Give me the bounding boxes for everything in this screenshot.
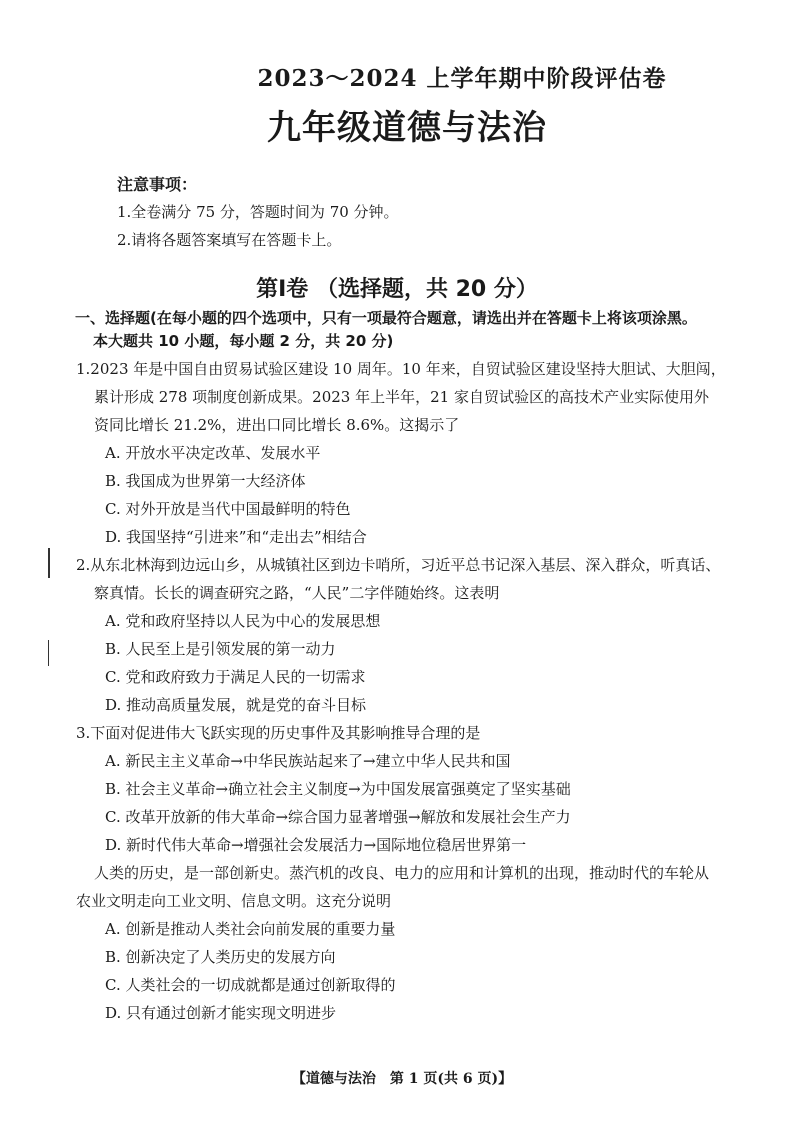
option-b[interactable]: B. 人民至上是引领发展的第一动力 (105, 640, 336, 658)
option-b[interactable]: B. 我国成为世界第一大经济体 (105, 472, 306, 490)
option-c[interactable]: C. 人类社会的一切成就都是通过创新取得的 (105, 976, 396, 994)
option-b[interactable]: B. 社会主义革命→确立社会主义制度→为中国发展富强奠定了坚实基础 (105, 780, 571, 798)
option-d[interactable]: D. 只有通过创新才能实现文明进步 (105, 1004, 337, 1022)
question-3 (76, 719, 744, 859)
option-c[interactable]: C. 改革开放新的伟大革命→综合国力显著增强→解放和发展社会生产力 (105, 808, 571, 826)
question-stem-line: 1.2023 年是中国自由贸易试验区建设 10 周年。10 年来，自贸试验区建设坚持大胆试、大胆闯， (76, 360, 726, 378)
option-a[interactable]: A. 党和政府坚持以人民为中心的发展思想 (105, 612, 381, 630)
section-title: 第Ⅰ卷 （选择题，共 20 分） (256, 277, 538, 302)
section-instructions (75, 307, 775, 353)
instruction-line: 一、选择题(在每小题的四个选项中，只有一项最符合题意，请选出并在答题卡上将该项涂黑。 (75, 309, 697, 327)
notes-item: 1.全卷满分 75 分，答题时间为 70 分钟。 (117, 203, 399, 221)
subject-title: 九年级道德与法治 (267, 108, 547, 148)
question-stem-line: 农业文明走向工业文明、信息文明。这充分说明 (76, 892, 392, 910)
option-d[interactable]: D. 推动高质量发展，就是党的奋斗目标 (105, 696, 367, 714)
question-stem-line: 2.从东北林海到边远山乡，从城镇社区到边卡哨所，习近平总书记深入基层、深入群众，听真话、 (76, 556, 721, 574)
question-stem-line: 资同比增长 21.2%，进出口同比增长 8.6%。这揭示了 (94, 416, 460, 434)
margin-pen-mark (48, 640, 49, 666)
instruction-line: 本大题共 10 小题，每小题 2 分，共 20 分) (93, 332, 394, 350)
question-stem-line: 3.下面对促进伟大飞跃实现的历史事件及其影响推导合理的是 (76, 724, 481, 742)
margin-pen-mark (48, 548, 50, 578)
page-footer: 【道德与法治 第 1 页(共 6 页)】 (291, 1071, 513, 1087)
option-b[interactable]: B. 创新决定了人类历史的发展方向 (105, 948, 336, 966)
notes-heading: 注意事项： (117, 175, 198, 194)
question-stem-line: 人类的历史，是一部创新史。蒸汽机的改良、电力的应用和计算机的出现，推动时代的车轮从 (94, 864, 710, 882)
exam-title: 2023～2024 上学年期中阶段评估卷 (257, 65, 667, 92)
option-c[interactable]: C. 党和政府致力于满足人民的一切需求 (105, 668, 366, 686)
question-4 (76, 859, 744, 1027)
questions-list (76, 355, 744, 1027)
option-a[interactable]: A. 开放水平决定改革、发展水平 (105, 444, 321, 462)
option-d[interactable]: D. 我国坚持“引进来”和“走出去”相结合 (105, 528, 367, 546)
option-a[interactable]: A. 创新是推动人类社会向前发展的重要力量 (105, 920, 396, 938)
question-1 (76, 355, 744, 551)
option-a[interactable]: A. 新民主主义革命→中华民族站起来了→建立中华人民共和国 (105, 752, 511, 770)
option-c[interactable]: C. 对外开放是当代中国最鲜明的特色 (105, 500, 351, 518)
question-2 (76, 551, 744, 719)
option-d[interactable]: D. 新时代伟大革命→增强社会发展活力→国际地位稳居世界第一 (105, 836, 527, 854)
question-stem-line: 察真情。长长的调查研究之路，“人民”二字伴随始终。这表明 (94, 584, 500, 602)
notes-block (117, 172, 399, 257)
notes-item: 2.请将各题答案填写在答题卡上。 (117, 231, 342, 249)
question-stem-line: 累计形成 278 项制度创新成果。2023 年上半年，21 家自贸试验区的高技术产业实际使用外 (94, 388, 709, 406)
